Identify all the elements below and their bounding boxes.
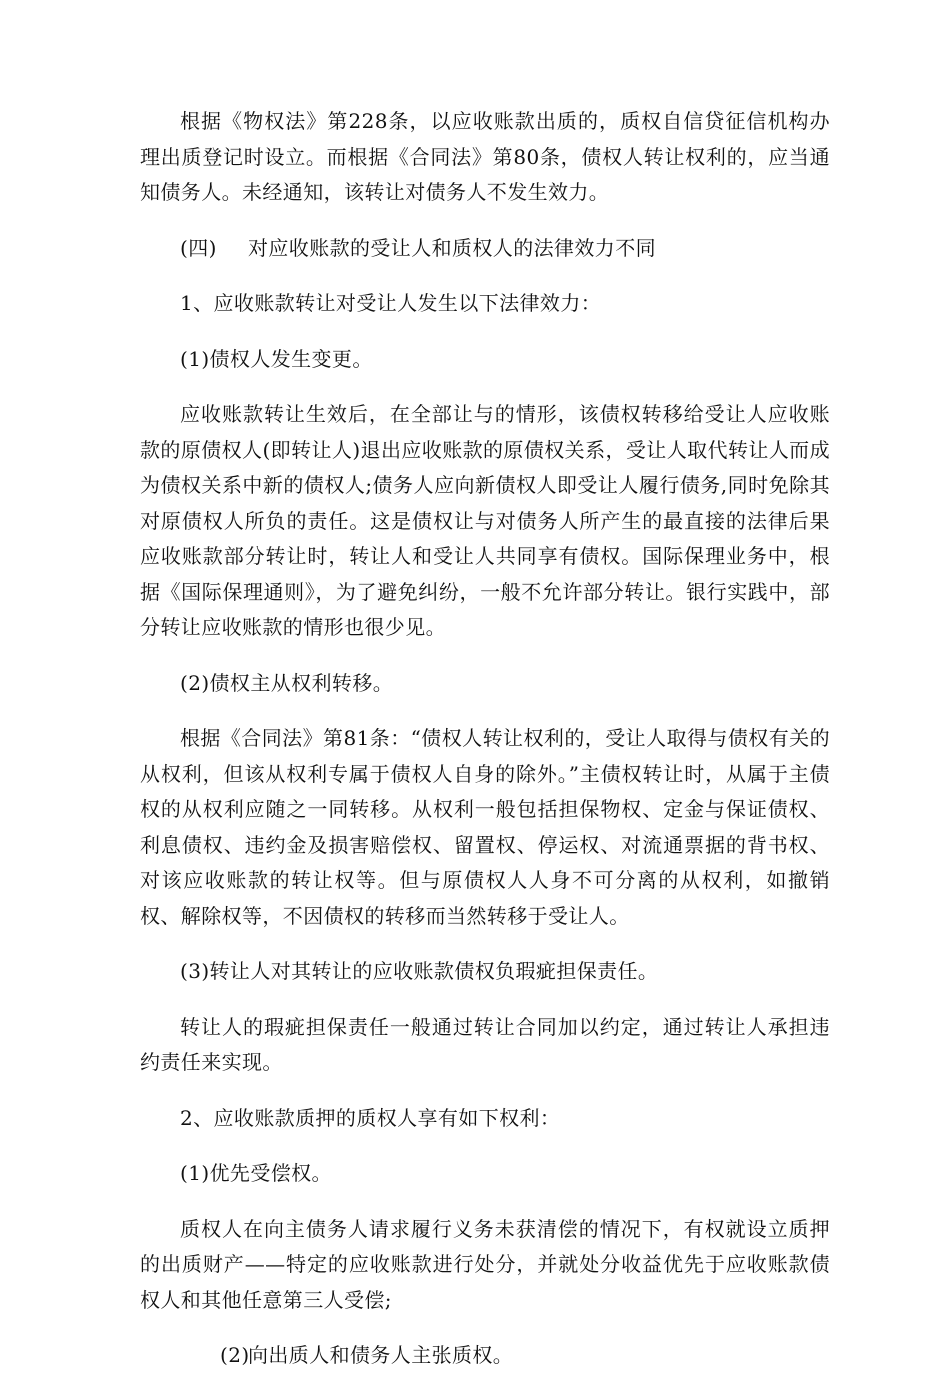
item-1-1 (140, 342, 830, 378)
item-text: 债权主从权利转移。 (209, 670, 394, 695)
section-title: 对应收账款的受让人和质权人的法律效力不同 (248, 235, 656, 260)
paragraph-registration: 根据《物权法》第228条，以应收账款出质的，质权自信贷征信机构办理出质登记时设立。而根据《合同法》第80条，债权人转让权利的，应当通知债务人。未经通知，该转让对债务人不发生效力。 (140, 109, 830, 204)
item-text: 转让人对其转让的应收账款债权负瑕疵担保责任。 (209, 959, 659, 983)
item-number: (1) (180, 1161, 210, 1185)
item-text: 优先受偿权。 (209, 1161, 332, 1185)
section-heading-4 (140, 231, 830, 267)
item-number: (3) (180, 959, 210, 983)
subsection-heading-2: 2、应收账款质押的质权人享有如下权利： (180, 1105, 561, 1130)
subsection-heading-1: 1、应收账款转让对受让人发生以下法律效力： (180, 291, 602, 315)
paragraph-creditor-change: 应收账款转让生效后，在全部让与的情形，该债权转移给受让人应收账款的原债权人(即转让人)退出应收账款的原债权关系，受让人取代转让人而成为债权关系中新的债权人;债务人应向新债权人即受让人履行债务,同时免除其对原债权人所负的责任。这是债权让与对债务人所产生的最直接的法律后果应收账款部分转让时，转让人和受让人共同享有债权。国际保理业务中，根据《国际保理通则》，为了避免纠纷，一般不允许部分转让。银行实践中，部分转让应收账款的情形也很少见。 (140, 402, 830, 639)
paragraph-warranty: 转让人的瑕疵担保责任一般通过转让合同加以约定，通过转让人承担违约责任来实现。 (140, 1014, 830, 1074)
item-2-1 (140, 1156, 830, 1192)
paragraph-accessory-rights: 根据《合同法》第81条：“债权人转让权利的，受让人取得与债权有关的从权利，但该从权利专属于债权人自身的除外。”主债权转让时，从属于主债权的从权利应随之一同转移。从权利一般包括担保物权、定金与保证债权、利息债权、违约金及损害赔偿权、留置权、停运权、对流通票据的背书权、对该应收账款的转让权等。但与原债权人人身不可分离的从权利，如撤销权、解除权等，不因债权的转移而当然转移于受让人。 (140, 726, 830, 928)
paragraph-priority: 质权人在向主债务人请求履行义务未获清偿的情况下，有权就设立质押的出质财产——特定的应收账款进行处分，并就处分收益优先于应收账款债权人和其他任意第三人受偿; (140, 1216, 830, 1312)
item-1-2 (140, 666, 830, 702)
item-1-3 (140, 954, 830, 990)
item-text: 向出质人和债务人主张质权。 (248, 1343, 514, 1367)
item-number: (2) (180, 670, 210, 695)
document-page (140, 104, 830, 1394)
section-number: (四) (180, 235, 217, 260)
item-number: (1) (180, 346, 210, 371)
item-text: 债权人发生变更。 (209, 346, 373, 371)
item-2-2 (140, 1338, 830, 1374)
item-number: (2) (220, 1343, 250, 1367)
